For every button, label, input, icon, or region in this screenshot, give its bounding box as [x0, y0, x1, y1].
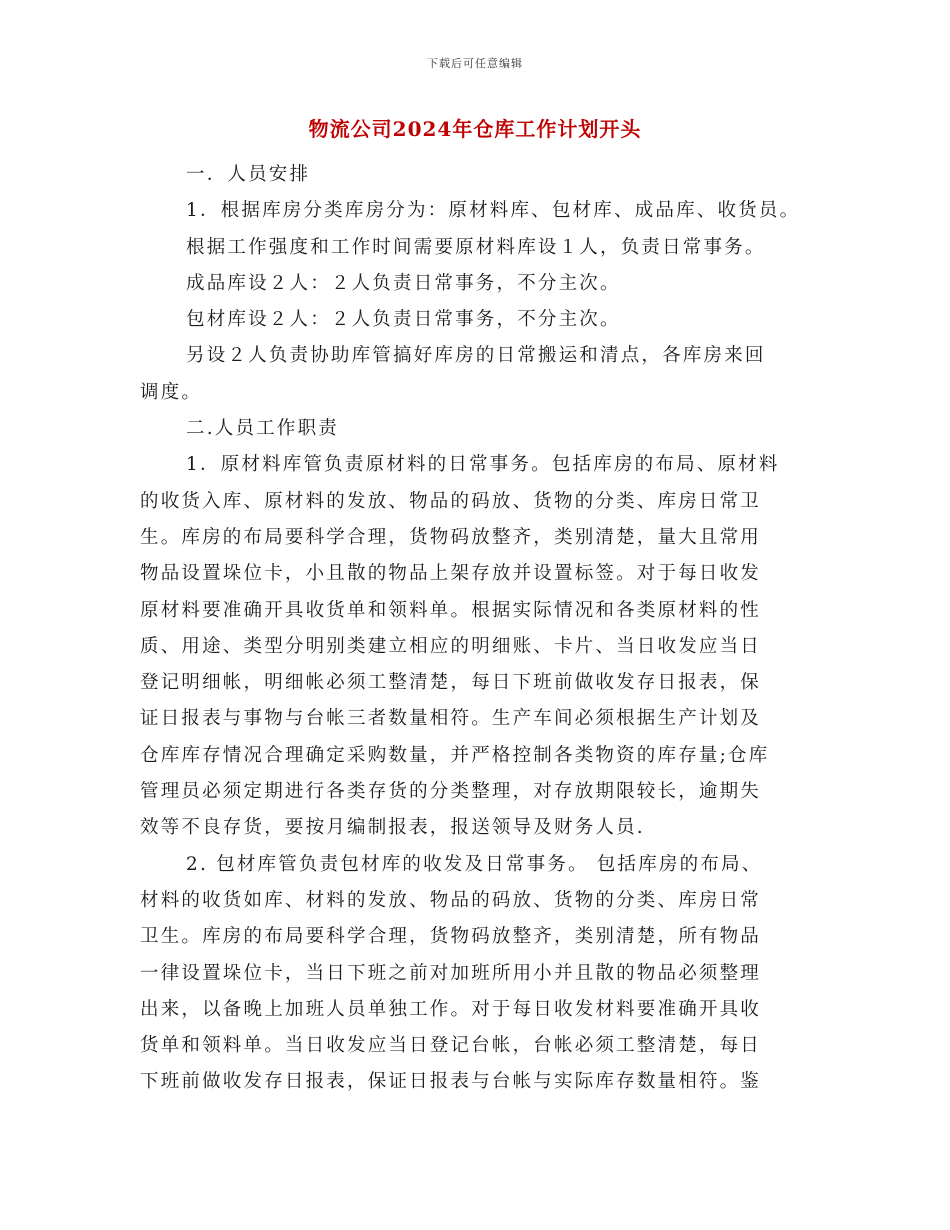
body-line: 出来，以备晚上加班人员单独工作。对于每日收发材料要准确开具收 [140, 998, 762, 1020]
body-line: 根据工作强度和工作时间需要原材料库设１人，负责日常事务。 [186, 236, 766, 258]
body-line: 成品库设２人：２人负责日常事务，不分主次。 [186, 272, 621, 294]
body-line: 1．根据库房分类库房分为：原材料库、包材库、成品库、收货员。 [186, 200, 801, 222]
document-body [140, 157, 810, 1101]
body-line: 货单和领料单。当日收发应当日登记台帐，台帐必须工整清楚，每日 [140, 1035, 762, 1057]
body-line: 效等不良存货，要按月编制报表，报送领导及财务人员. [140, 817, 645, 839]
body-line: 管理员必须定期进行各类存货的分类整理，对存放期限较长，逾期失 [140, 781, 762, 803]
body-line: 登记明细帐，明细帐必须工整清楚，每日下班前做收发存日报表，保 [140, 672, 762, 694]
document-title: 物流公司2024年仓库工作计划开头 [308, 117, 642, 141]
body-line: 的收货入库、原材料的发放、物品的码放、货物的分类、库房日常卫 [140, 490, 762, 512]
body-line: 证日报表与事物与台帐三者数量相符。生产车间必须根据生产计划及 [140, 708, 762, 730]
body-line: 二.人员工作职责 [186, 418, 339, 440]
body-line: 生。库房的布局要科学合理，货物码放整齐，类别清楚，量大且常用 [140, 526, 762, 548]
body-line: 材料的收货如库、材料的发放、物品的码放、货物的分类、库房日常 [140, 889, 762, 911]
body-line: 包材库设２人：２人负责日常事务，不分主次。 [186, 309, 621, 331]
body-line: 卫生。库房的布局要科学合理，货物码放整齐，类别清楚，所有物品 [140, 926, 762, 948]
body-line: 调度。 [140, 381, 203, 403]
body-line: 2. 包材库管负责包材库的收发及日常事务。 包括库房的布局、 [186, 853, 763, 875]
body-line: 原材料要准确开具收货单和领料单。根据实际情况和各类原材料的性 [140, 599, 762, 621]
body-line: 1．原材料库管负责原材料的日常事务。包括库房的布局、原材料 [186, 454, 780, 476]
body-line: 质、用途、类型分明别类建立相应的明细账、卡片、当日收发应当日 [140, 635, 762, 657]
header-note: 下载后可任意编辑 [427, 57, 523, 70]
body-line: 另设２人负责协助库管搞好库房的日常搬运和清点，各库房来回 [186, 345, 766, 367]
body-line: 物品设置垛位卡，小且散的物品上架存放并设置标签。对于每日收发 [140, 563, 762, 585]
body-line: 一律设置垛位卡，当日下班之前对加班所用小并且散的物品必须整理 [140, 962, 762, 984]
body-line: 仓库库存情况合理确定采购数量，并严格控制各类物资的库存量;仓库 [140, 744, 770, 766]
body-line: 一．人员安排 [186, 164, 311, 185]
body-line: 下班前做收发存日报表，保证日报表与台帐与实际库存数量相符。鉴 [140, 1071, 762, 1093]
